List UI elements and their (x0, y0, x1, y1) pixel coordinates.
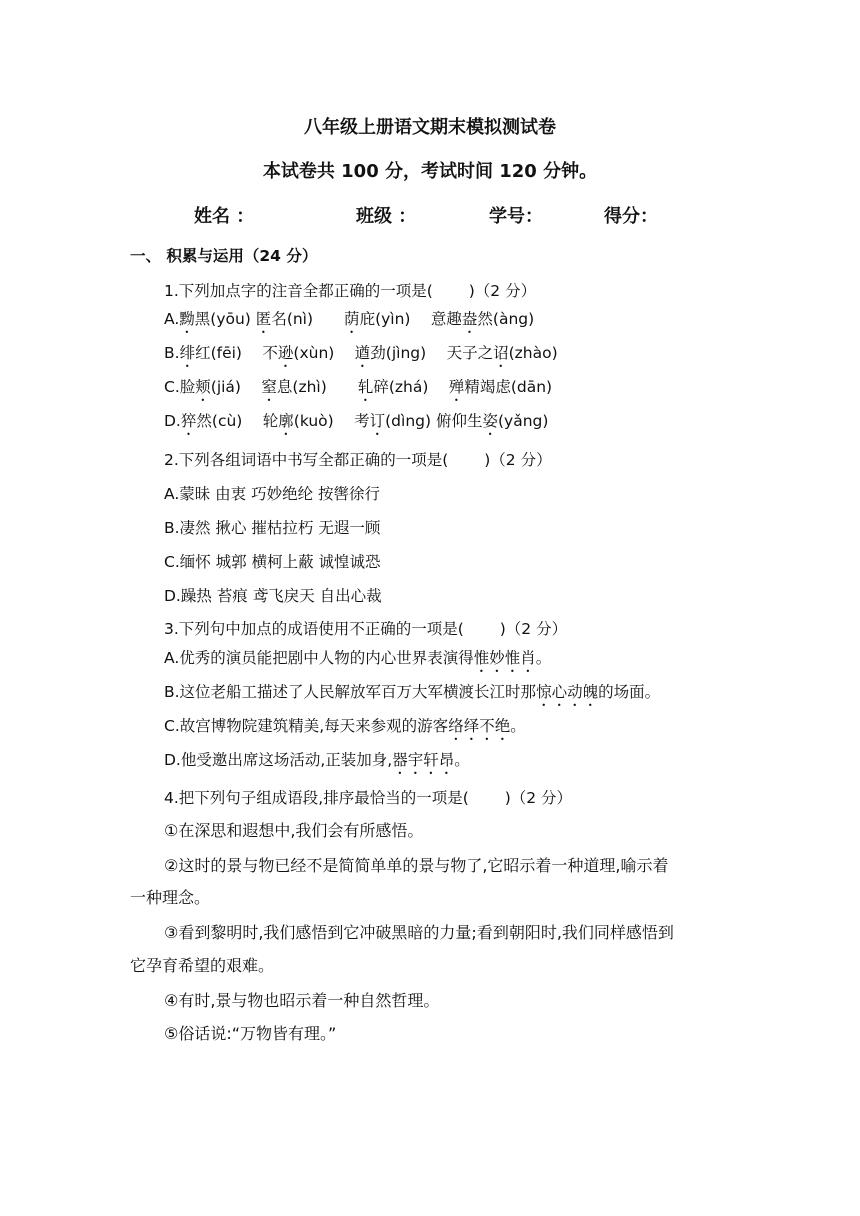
emphasized-text: 诏 (493, 344, 509, 362)
option-text: 碎(zhá) (373, 378, 449, 396)
question-2-option-d: D.躁热 苔痕 鸢飞戾天 自出心裁 (164, 587, 382, 605)
question-3-stem: 3.下列句中加点的成语使用不正确的一项是( )（2 分） (164, 620, 568, 638)
emphasized-text: 器宇轩昂 (392, 751, 455, 769)
question-4-sentence-2-line-1: ②这时的景与物已经不是简简单单的景与物了,它昭示着一种道理,喻示着 (164, 856, 669, 875)
class-field-label: 班级 ： (356, 206, 417, 227)
emphasized-text: 廓 (278, 412, 294, 430)
option-text: D.他受邀出席这场活动,正装加身, (164, 751, 393, 769)
emphasized-text: 殚 (448, 378, 465, 396)
section-heading: 一、 积累与运用（24 分） (130, 247, 318, 265)
emphasized-text: 轧 (357, 378, 374, 396)
option-text: 。 (454, 751, 470, 769)
option-text: (kuò) 考 (293, 412, 370, 430)
question-3-option-d (164, 749, 470, 778)
score-field-label: 得分： (604, 206, 658, 227)
question-3-option-a (164, 647, 551, 676)
emphasized-text: 匿 (255, 310, 272, 328)
emphasized-text: 惟妙惟肖 (473, 649, 536, 667)
option-text: D. (164, 412, 181, 430)
option-text: C.脸 (164, 378, 196, 396)
emphasized-text: 黝 (179, 310, 195, 328)
emphasized-text: 窒 (261, 378, 277, 396)
option-text: 的场面。 (598, 683, 661, 701)
question-4-sentence-1: ①在深思和遐想中,我们会有所感悟。 (164, 821, 424, 840)
emphasized-text: 订 (369, 412, 386, 430)
question-1-option-b (164, 342, 558, 371)
question-4-sentence-3-line-1: ③看到黎明时,我们感悟到它冲破黑暗的力量;看到朝阳时,我们同样感悟到 (164, 923, 674, 942)
question-1-option-c (164, 376, 552, 405)
option-text: 。 (510, 717, 526, 735)
question-4-sentence-5: ⑤俗话说:“万物皆有理。” (164, 1024, 337, 1043)
option-text: 息(zhì) (276, 378, 358, 396)
option-text: 。 (535, 649, 552, 667)
question-2-option-c: C.缅怀 城郭 横柯上蔽 诚惶诚恐 (164, 553, 381, 571)
option-text: A.优秀的演员能把剧中人物的内心世界表演得 (164, 649, 474, 667)
emphasized-text: 络绎不绝 (448, 717, 511, 735)
option-text: (yǎng) (497, 412, 549, 430)
question-3-option-b (164, 681, 660, 710)
emphasized-text: 猝 (180, 412, 197, 430)
option-text: B. (164, 344, 180, 362)
question-4-sentence-2-line-2: 一种理念。 (130, 888, 211, 907)
emphasized-text: 盎 (461, 310, 478, 328)
option-text: 庇(yìn) 意趣 (359, 310, 462, 328)
option-text: B.这位老船工描述了人民解放军百万大军横渡长江时那 (164, 683, 537, 701)
name-field-label: 姓名 ： (194, 206, 255, 227)
option-text: 劲(jìng) 天子之 (370, 344, 494, 362)
emphasized-text: 惊心动魄 (536, 683, 599, 701)
option-text: (dìng) 俯仰生 (385, 412, 483, 430)
question-3-option-c (164, 715, 526, 744)
page-subtitle: 本试卷共 100 分，考试时间 120 分钟。 (262, 161, 598, 182)
option-text: (zhào) (508, 344, 558, 362)
option-text: 红(fēi) 不 (195, 344, 278, 362)
question-4-sentence-3-line-2: 它孕育希望的艰难。 (130, 956, 275, 975)
option-text: 精竭虑(dān) (464, 378, 553, 396)
question-4-stem: 4.把下列句子组成语段,排序最恰当的一项是( )（2 分） (164, 789, 573, 807)
emphasized-text: 逊 (277, 344, 294, 362)
option-text: (jiá) (210, 378, 262, 396)
option-text: (xùn) (293, 344, 355, 362)
option-text: 然(àng) (477, 310, 535, 328)
emphasized-text: 姿 (482, 412, 498, 430)
emphasized-text: 遒 (354, 344, 371, 362)
option-text: 名(nì) (271, 310, 345, 328)
option-text: 然(cù) 轮 (196, 412, 279, 430)
emphasized-text: 荫 (344, 310, 360, 328)
question-2-stem: 2.下列各组词语中书写全都正确的一项是( )（2 分） (164, 451, 552, 469)
option-text: A. (164, 310, 180, 328)
option-text: 黑(yōu) (194, 310, 256, 328)
question-1-option-a (164, 308, 534, 337)
question-2-option-a: A.蒙昧 由衷 巧妙绝纶 按辔徐行 (164, 485, 381, 503)
emphasized-text: 绯 (179, 344, 196, 362)
page-title: 八年级上册语文期末模拟测试卷 (304, 117, 556, 138)
number-field-label: 学号： (489, 206, 543, 227)
question-1-stem: 1.下列加点字的注音全都正确的一项是( )（2 分） (164, 282, 537, 300)
question-2-option-b: B.凄然 揪心 摧枯拉朽 无遐一顾 (164, 519, 381, 537)
emphasized-text: 颊 (195, 378, 211, 396)
question-4-sentence-4: ④有时,景与物也昭示着一种自然哲理。 (164, 991, 440, 1010)
question-1-option-d (164, 410, 548, 439)
option-text: C.故宫博物院建筑精美,每天来参观的游客 (164, 717, 449, 735)
